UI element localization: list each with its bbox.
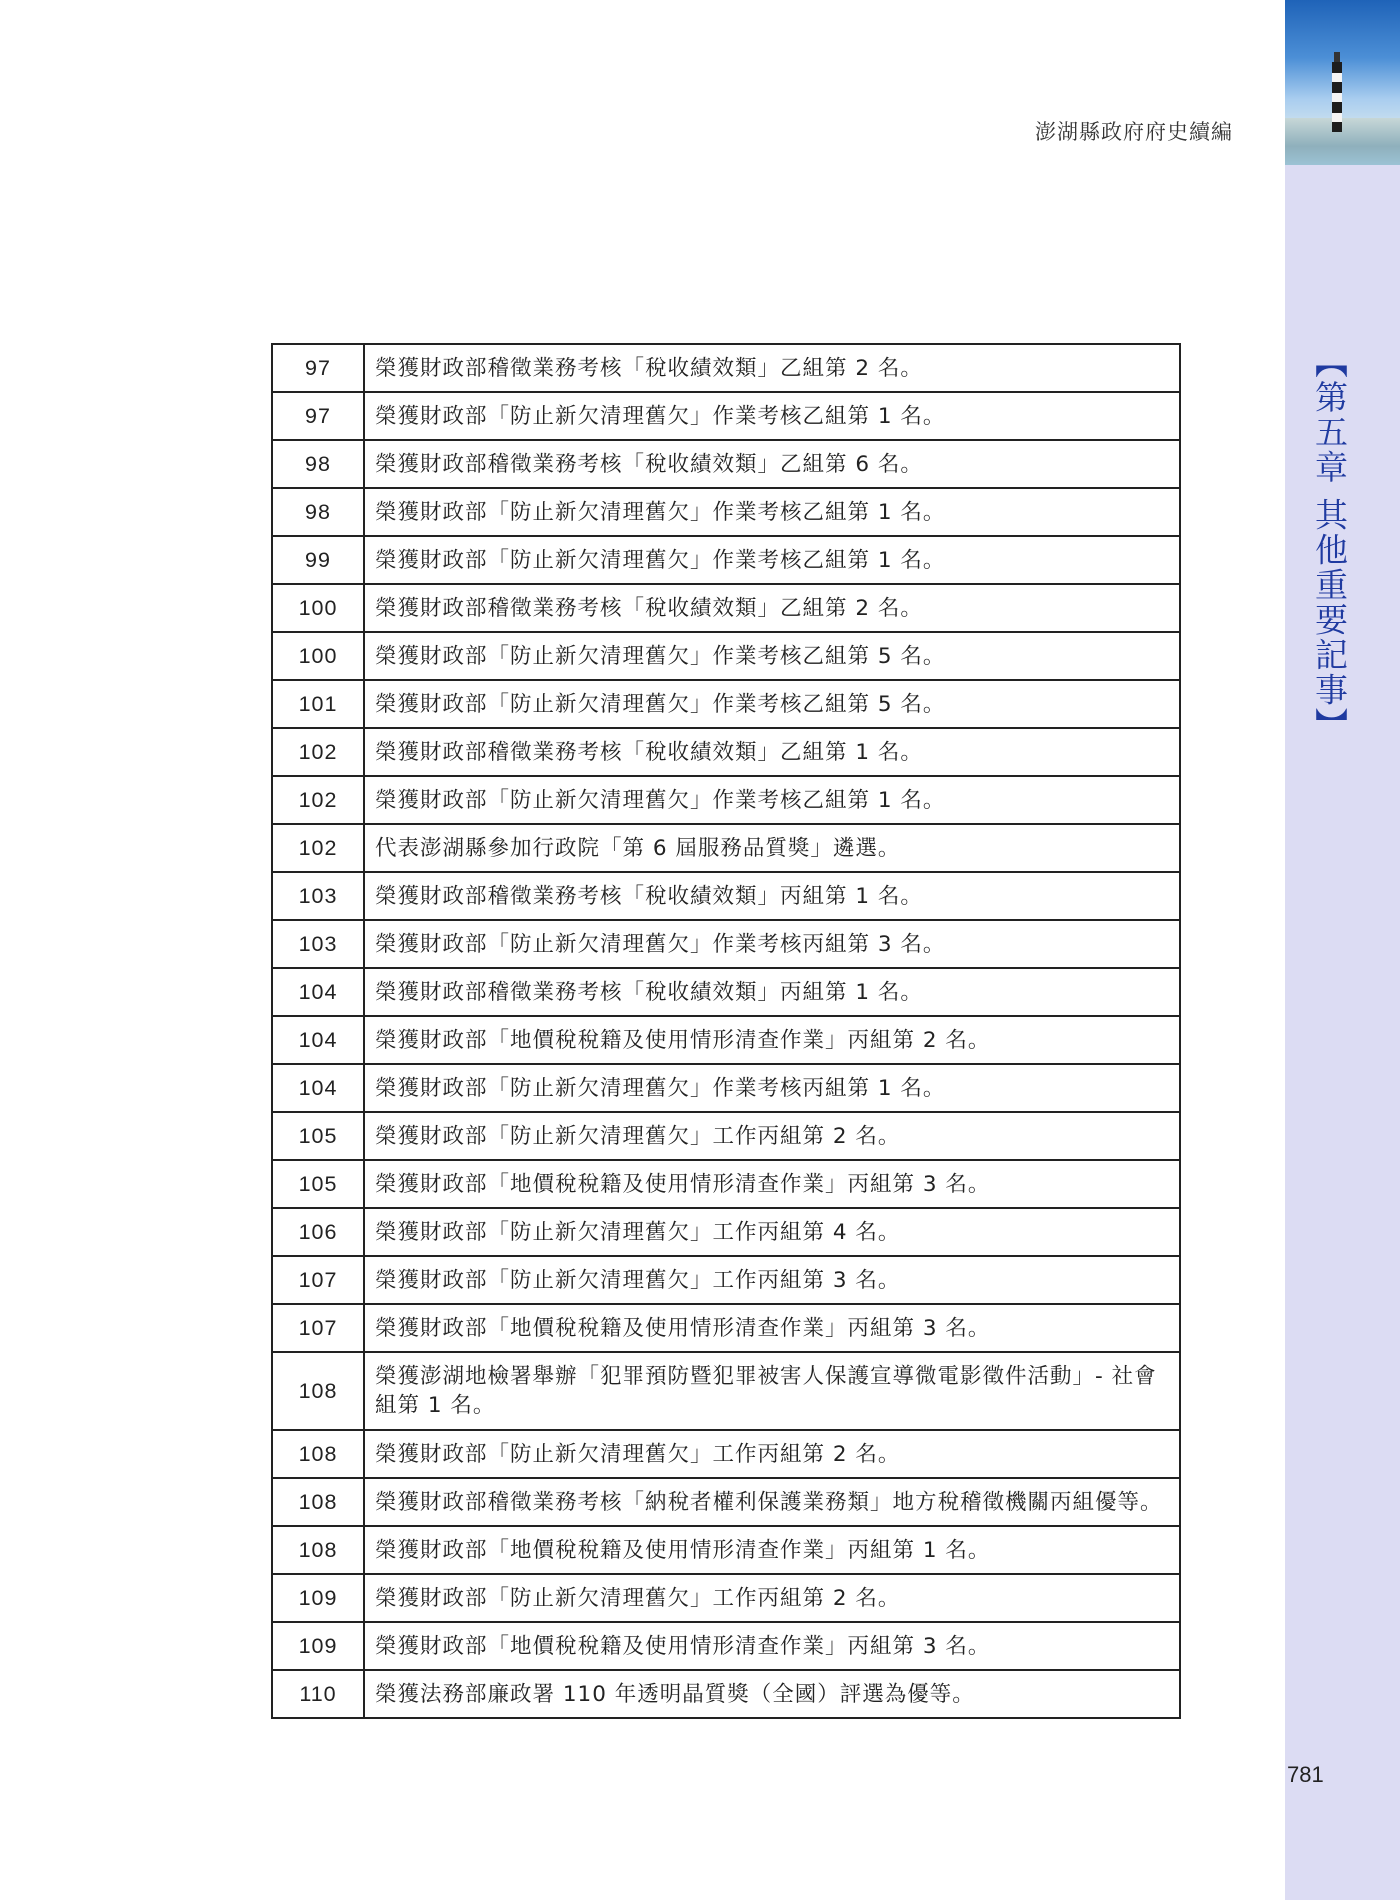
- table-row: [272, 344, 1180, 392]
- year-cell: 103: [272, 872, 364, 920]
- table-row: [272, 1352, 1180, 1430]
- year-cell: 109: [272, 1574, 364, 1622]
- table-row: [272, 728, 1180, 776]
- description-cell: 榮獲財政部「地價稅稅籍及使用情形清查作業」丙組第 2 名。: [364, 1016, 1180, 1064]
- table-row: [272, 1016, 1180, 1064]
- year-cell: 105: [272, 1160, 364, 1208]
- description-cell: 榮獲財政部「地價稅稅籍及使用情形清查作業」丙組第 3 名。: [364, 1160, 1180, 1208]
- table-row: [272, 776, 1180, 824]
- description-cell: 榮獲財政部稽徵業務考核「稅收績效類」丙組第 1 名。: [364, 872, 1180, 920]
- table-row: [272, 872, 1180, 920]
- year-cell: 106: [272, 1208, 364, 1256]
- table-row: [272, 1430, 1180, 1478]
- description-cell: 榮獲財政部「防止新欠清理舊欠」作業考核丙組第 1 名。: [364, 1064, 1180, 1112]
- lighthouse-photo: [1285, 0, 1400, 165]
- table-row: [272, 1478, 1180, 1526]
- year-cell: 108: [272, 1478, 364, 1526]
- table-row: [272, 1160, 1180, 1208]
- chapter-title: 【第五章 其他重要記事】: [1310, 345, 1349, 743]
- table-row: [272, 1622, 1180, 1670]
- description-cell: 榮獲財政部「地價稅稅籍及使用情形清查作業」丙組第 3 名。: [364, 1622, 1180, 1670]
- year-cell: 104: [272, 968, 364, 1016]
- description-cell: 榮獲財政部「防止新欠清理舊欠」作業考核乙組第 1 名。: [364, 488, 1180, 536]
- description-cell: 榮獲財政部「地價稅稅籍及使用情形清查作業」丙組第 1 名。: [364, 1526, 1180, 1574]
- chapter-sidebar: [1285, 0, 1400, 1900]
- description-cell: 榮獲財政部稽徵業務考核「稅收績效類」乙組第 2 名。: [364, 584, 1180, 632]
- table-row: [272, 1208, 1180, 1256]
- lighthouse-tower: [1332, 62, 1342, 132]
- table-row: [272, 1112, 1180, 1160]
- year-cell: 103: [272, 920, 364, 968]
- description-cell: 榮獲財政部「防止新欠清理舊欠」工作丙組第 3 名。: [364, 1256, 1180, 1304]
- description-cell: 榮獲財政部「防止新欠清理舊欠」作業考核乙組第 1 名。: [364, 536, 1180, 584]
- year-cell: 100: [272, 632, 364, 680]
- description-cell: 榮獲財政部「防止新欠清理舊欠」作業考核乙組第 1 名。: [364, 392, 1180, 440]
- sea-area: [1285, 118, 1400, 165]
- year-cell: 109: [272, 1622, 364, 1670]
- year-cell: 97: [272, 344, 364, 392]
- year-cell: 98: [272, 488, 364, 536]
- year-cell: 98: [272, 440, 364, 488]
- description-cell: 榮獲財政部「防止新欠清理舊欠」作業考核乙組第 5 名。: [364, 680, 1180, 728]
- description-cell: 榮獲財政部「防止新欠清理舊欠」作業考核乙組第 1 名。: [364, 776, 1180, 824]
- description-cell: 榮獲財政部稽徵業務考核「稅收績效類」乙組第 1 名。: [364, 728, 1180, 776]
- year-cell: 99: [272, 536, 364, 584]
- table-row: [272, 584, 1180, 632]
- description-cell: 榮獲財政部「防止新欠清理舊欠」作業考核乙組第 5 名。: [364, 632, 1180, 680]
- table-row: [272, 1304, 1180, 1352]
- year-cell: 108: [272, 1352, 364, 1430]
- awards-table: [271, 343, 1181, 1719]
- year-cell: 102: [272, 728, 364, 776]
- year-cell: 104: [272, 1016, 364, 1064]
- year-cell: 102: [272, 776, 364, 824]
- year-cell: 97: [272, 392, 364, 440]
- table-row: [272, 1256, 1180, 1304]
- year-cell: 108: [272, 1430, 364, 1478]
- table-row: [272, 440, 1180, 488]
- table-row: [272, 824, 1180, 872]
- year-cell: 104: [272, 1064, 364, 1112]
- table-row: [272, 488, 1180, 536]
- table-row: [272, 536, 1180, 584]
- year-cell: 105: [272, 1112, 364, 1160]
- description-cell: 榮獲財政部「防止新欠清理舊欠」作業考核丙組第 3 名。: [364, 920, 1180, 968]
- description-cell: 榮獲澎湖地檢署舉辦「犯罪預防暨犯罪被害人保護宣導微電影徵件活動」- 社會組第 1 名。: [364, 1352, 1180, 1430]
- table-row: [272, 1526, 1180, 1574]
- description-cell: 榮獲財政部「防止新欠清理舊欠」工作丙組第 2 名。: [364, 1574, 1180, 1622]
- table-row: [272, 1670, 1180, 1718]
- year-cell: 107: [272, 1304, 364, 1352]
- table-row: [272, 920, 1180, 968]
- book-title: 澎湖縣政府府史續編: [1035, 120, 1233, 144]
- description-cell: 榮獲財政部稽徵業務考核「納稅者權利保護業務類」地方稅稽徵機關丙組優等。: [364, 1478, 1180, 1526]
- table-row: [272, 1574, 1180, 1622]
- table-row: [272, 632, 1180, 680]
- description-cell: 榮獲財政部稽徵業務考核「稅收績效類」乙組第 6 名。: [364, 440, 1180, 488]
- description-cell: 榮獲財政部「防止新欠清理舊欠」工作丙組第 2 名。: [364, 1430, 1180, 1478]
- page-number: 781: [1287, 1762, 1324, 1787]
- year-cell: 110: [272, 1670, 364, 1718]
- description-cell: 榮獲財政部「地價稅稅籍及使用情形清查作業」丙組第 3 名。: [364, 1304, 1180, 1352]
- description-cell: 榮獲法務部廉政署 110 年透明晶質獎（全國）評選為優等。: [364, 1670, 1180, 1718]
- year-cell: 100: [272, 584, 364, 632]
- description-cell: 榮獲財政部稽徵業務考核「稅收績效類」乙組第 2 名。: [364, 344, 1180, 392]
- table-row: [272, 392, 1180, 440]
- table-row: [272, 680, 1180, 728]
- year-cell: 101: [272, 680, 364, 728]
- description-cell: 代表澎湖縣參加行政院「第 6 屆服務品質獎」遴選。: [364, 824, 1180, 872]
- description-cell: 榮獲財政部「防止新欠清理舊欠」工作丙組第 2 名。: [364, 1112, 1180, 1160]
- description-cell: 榮獲財政部稽徵業務考核「稅收績效類」丙組第 1 名。: [364, 968, 1180, 1016]
- year-cell: 108: [272, 1526, 364, 1574]
- awards-table-body: [272, 344, 1180, 1718]
- year-cell: 107: [272, 1256, 364, 1304]
- table-row: [272, 968, 1180, 1016]
- year-cell: 102: [272, 824, 364, 872]
- table-row: [272, 1064, 1180, 1112]
- description-cell: 榮獲財政部「防止新欠清理舊欠」工作丙組第 4 名。: [364, 1208, 1180, 1256]
